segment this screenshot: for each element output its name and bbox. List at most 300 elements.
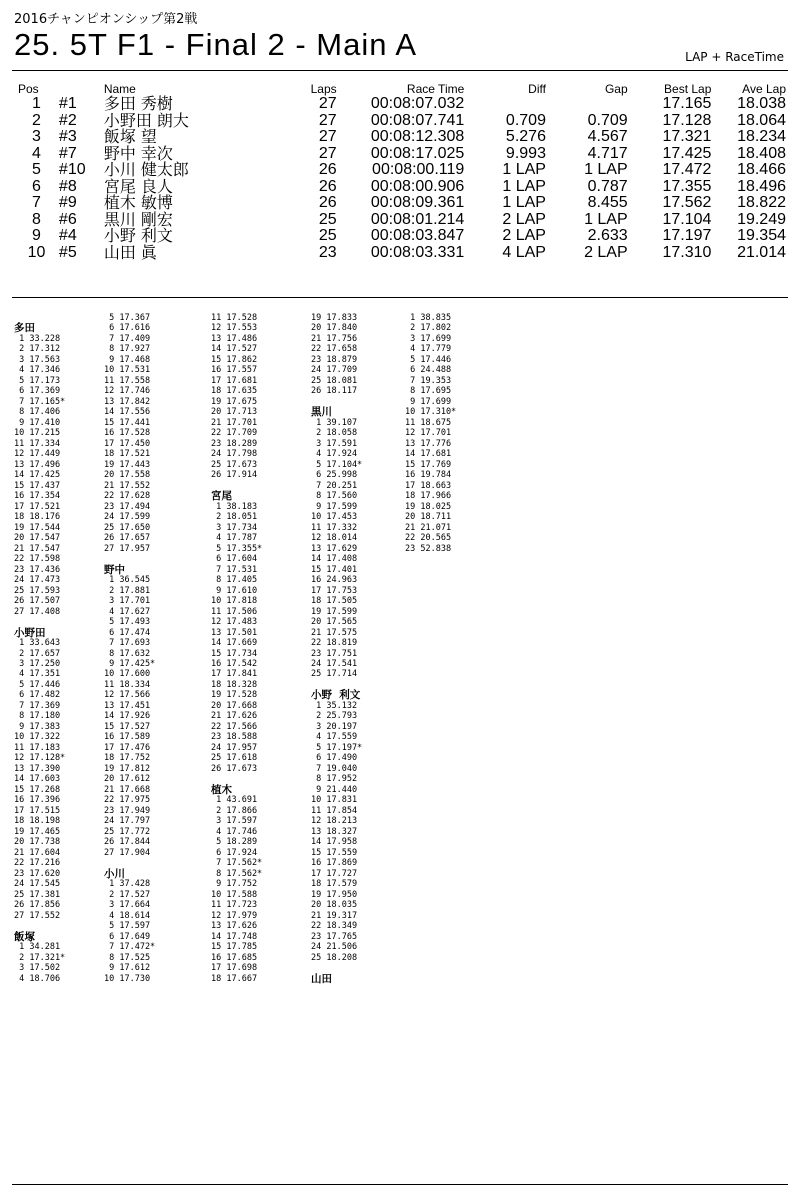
- lap-time-entry: 26 17.657: [104, 533, 151, 544]
- results-cell-pos: 5: [32, 161, 41, 179]
- lap-time-entry: 5 17.446: [405, 354, 452, 365]
- lap-time-entry: 19 17.833: [311, 313, 358, 323]
- col-diff: Diff: [528, 82, 546, 96]
- col-name: Name: [103, 82, 136, 96]
- lap-time-entry: 25 18.208: [311, 952, 358, 963]
- results-cell-diff: 1 LAP: [502, 161, 546, 179]
- lap-time-entry: 6 17.649: [104, 931, 151, 942]
- results-cell-ave: 18.466: [737, 161, 786, 179]
- results-cell-pos: 10: [27, 243, 46, 261]
- results-cell-diff: 0.709: [505, 111, 546, 129]
- lap-time-entry: 8 17.405: [211, 575, 258, 586]
- lap-column: [14, 313, 65, 984]
- driver-lap-heading: 小川: [104, 867, 125, 880]
- lap-time-entry: 11 18.334: [104, 679, 151, 690]
- results-cell-time: 00:08:09.361: [370, 194, 465, 212]
- lap-time-entry: 24 17.473: [14, 575, 61, 586]
- lap-time-entry: 11 18.675: [405, 417, 452, 428]
- lap-time-entry: 3 17.502: [14, 963, 61, 974]
- lap-time-entry: 25 17.772: [104, 826, 151, 837]
- lap-time-entry: 21 17.668: [104, 784, 151, 795]
- lap-time-entry: 13 17.390: [14, 763, 61, 774]
- lap-time-entry: 10 17.831: [311, 795, 358, 806]
- lap-time-entry: 14 17.425: [14, 470, 61, 481]
- lap-time-entry: 4 18.706: [14, 973, 61, 984]
- lap-time-entry: 11 17.332: [311, 522, 358, 533]
- lap-time-entry: 18 17.966: [405, 491, 452, 502]
- lap-time-entry: 23 17.751: [311, 648, 358, 659]
- lap-time-entry: 21 21.071: [405, 522, 452, 533]
- lap-time-entry: 8 17.952: [311, 774, 358, 785]
- lap-time-entry: 20 17.713: [211, 407, 258, 418]
- lap-time-entry: 13 17.501: [211, 627, 258, 638]
- col-gap: Gap: [604, 82, 628, 96]
- lap-time-entry: 15 17.862: [211, 354, 258, 365]
- lap-time-entry: 7 17.369: [14, 700, 61, 711]
- lap-time-entry: 23 18.588: [211, 732, 258, 743]
- lap-time-entry: 24 17.541: [311, 658, 358, 669]
- results-cell-name: 野中 幸次: [103, 143, 173, 163]
- lap-time-entry: 10 17.310*: [405, 407, 457, 418]
- driver-lap-heading: 野中: [104, 563, 125, 576]
- lap-time-entry: 18 17.579: [311, 879, 358, 890]
- lap-time-entry: 17 17.681: [211, 375, 258, 386]
- lap-column: [311, 313, 362, 984]
- results-cell-name: 山田 眞: [103, 242, 157, 262]
- lap-time-entry: 6 17.482: [14, 690, 61, 701]
- lap-time-entry: 21 17.701: [211, 417, 258, 428]
- results-cell-laps: 26: [318, 194, 337, 212]
- lap-time-entry: 15 17.437: [14, 480, 61, 491]
- lap-time-entry: 6 25.998: [311, 470, 358, 481]
- results-cell-pos: 4: [32, 144, 41, 162]
- lap-time-entry: 22 17.598: [14, 554, 61, 565]
- lap-time-entry: 8 17.525: [104, 952, 151, 963]
- lap-time-entry: 3 20.197: [311, 721, 358, 732]
- lap-time-entry: 4 17.746: [211, 826, 258, 837]
- driver-lap-heading: 小野 利文: [311, 689, 361, 702]
- col-no: [59, 82, 104, 96]
- lap-time-entry: 18 17.521: [104, 449, 151, 460]
- col-pos: Pos: [18, 82, 39, 96]
- lap-time-entry: 19 17.950: [311, 889, 358, 900]
- lap-time-entry: 11 17.506: [211, 606, 258, 617]
- lap-time-entry: 10 17.818: [211, 596, 258, 607]
- lap-time-entry: 12 17.979: [211, 910, 258, 921]
- lap-time-entry: 1 36.545: [104, 575, 151, 586]
- lap-time-entry: 17 17.698: [211, 963, 258, 974]
- lap-time-entry: 17 17.476: [104, 742, 151, 753]
- lap-time-entry: 21 17.575: [311, 627, 358, 638]
- lap-time-entry: 5 17.446: [14, 679, 61, 690]
- lap-time-entry: 19 17.599: [311, 606, 358, 617]
- lap-time-entry: 18 18.198: [14, 816, 61, 827]
- results-cell-gap: [546, 96, 628, 113]
- results-cell-laps: 25: [318, 210, 337, 228]
- lap-time-entry: 1 33.643: [14, 638, 61, 649]
- results-table: [14, 82, 786, 261]
- lap-time-entry: 2 17.881: [104, 585, 151, 596]
- lap-time-entry: 9 17.383: [14, 721, 61, 732]
- lap-time-entry: 11 17.334: [14, 438, 61, 449]
- lap-time-entry: 13 17.451: [104, 700, 151, 711]
- lap-time-entry: 21 17.552: [104, 480, 151, 491]
- results-cell-laps: 23: [318, 243, 337, 261]
- lap-time-entry: 27 17.904: [104, 847, 151, 858]
- lap-time-entry: 11 17.558: [104, 375, 151, 386]
- lap-time-entry: 17 17.841: [211, 669, 258, 680]
- col-racetime: Race Time: [406, 82, 465, 96]
- lap-time-entry: 5 17.493: [104, 617, 151, 628]
- lap-time-entry: 19 17.465: [14, 826, 61, 837]
- results-row: [14, 245, 786, 262]
- results-cell-no: #3: [58, 128, 77, 146]
- lap-time-entry: 7 17.409: [104, 333, 151, 344]
- lap-time-entry: 13 17.776: [405, 438, 452, 449]
- lap-time-entry: 8 17.406: [14, 407, 61, 418]
- lap-time-entry: 11 17.183: [14, 742, 61, 753]
- lap-time-entry: 10 17.730: [104, 973, 151, 984]
- lap-time-entry: 12 17.483: [211, 617, 258, 628]
- lap-time-entry: 3 17.597: [211, 816, 258, 827]
- results-cell-gap: 2 LAP: [584, 243, 628, 261]
- results-cell-laps: 27: [318, 144, 337, 162]
- lap-time-entry: 25 17.593: [14, 585, 61, 596]
- results-cell-best: 17.197: [662, 227, 712, 245]
- col-bestlap: Best Lap: [664, 82, 712, 96]
- results-cell-pos: 9: [32, 227, 41, 245]
- lap-time-entry: 23 17.436: [14, 564, 61, 575]
- lap-time-entry: 19 17.443: [104, 459, 151, 470]
- lap-time-entry: 12 18.014: [311, 533, 358, 544]
- lap-time-entry: 25 17.381: [14, 889, 61, 900]
- results-cell-best: 17.472: [662, 161, 712, 179]
- lap-time-entry: 25 17.714: [311, 669, 358, 680]
- results-cell-time: 00:08:03.847: [370, 227, 465, 245]
- lap-time-entry: 23 17.765: [311, 931, 358, 942]
- lap-time-entry: 16 17.396: [14, 795, 61, 806]
- lap-time-entry: 2 17.527: [104, 889, 151, 900]
- lap-time-entry: 4 18.614: [104, 910, 151, 921]
- results-cell-laps: 26: [318, 177, 337, 195]
- lap-time-entry: 19 18.025: [405, 501, 452, 512]
- lap-time-entry: 17 17.515: [14, 805, 61, 816]
- lap-time-entry: 12 17.449: [14, 449, 61, 460]
- lap-time-entry: 9 17.410: [14, 417, 61, 428]
- lap-time-entry: 7 19.040: [311, 763, 358, 774]
- results-cell-best: 17.310: [662, 243, 712, 261]
- lap-time-entry: 19 17.812: [104, 763, 151, 774]
- lap-time-entry: 26 17.844: [104, 837, 151, 848]
- lap-time-entry: 26 17.507: [14, 596, 61, 607]
- page-title: 25. 5T F1 - Final 2 - Main A: [14, 27, 418, 62]
- results-cell-time: 00:08:01.214: [370, 210, 465, 228]
- lap-time-entry: 9 17.468: [104, 354, 151, 365]
- lap-time-entry: 15 17.401: [311, 564, 358, 575]
- results-cell-best: 17.355: [662, 177, 712, 195]
- lap-time-entry: 22 20.565: [405, 533, 452, 544]
- lap-time-entry: 18 18.328: [211, 679, 258, 690]
- results-cell-diff: 5.276: [505, 128, 546, 146]
- lap-time-entry: 21 17.547: [14, 543, 61, 554]
- lap-column: [211, 313, 262, 984]
- results-cell-ave: 19.249: [737, 210, 786, 228]
- lap-time-entry: 8 17.927: [104, 344, 151, 355]
- results-cell-diff: 2 LAP: [502, 227, 546, 245]
- lap-time-entry: 2 17.866: [211, 805, 258, 816]
- lap-time-entry: 12 17.746: [104, 386, 151, 397]
- lap-time-entry: 1 39.107: [311, 417, 358, 428]
- lap-time-entry: 24 17.599: [104, 512, 151, 523]
- lap-time-entry: 12 17.128*: [14, 753, 66, 764]
- lap-time-entry: 4 17.787: [211, 533, 258, 544]
- lap-time-entry: 6 17.474: [104, 627, 151, 638]
- lap-time-entry: 17 17.727: [311, 868, 358, 879]
- results-cell-no: #1: [58, 95, 77, 113]
- results-cell-ave: 18.408: [737, 144, 786, 162]
- lap-column: [405, 313, 456, 554]
- lap-time-entry: 19 17.544: [14, 522, 61, 533]
- lap-time-entry: 2 17.657: [14, 648, 61, 659]
- lap-time-entry: 10 17.322: [14, 732, 61, 743]
- driver-lap-heading: 小野田: [14, 626, 46, 639]
- results-cell-ave: 18.234: [737, 128, 786, 146]
- lap-time-entry: 1 34.281: [14, 942, 61, 953]
- results-cell-gap: 4.717: [587, 144, 628, 162]
- lap-time-entry: 17 17.753: [311, 585, 358, 596]
- results-cell-name: 植木 敏博: [103, 193, 173, 213]
- driver-lap-heading: 宮尾: [211, 490, 232, 503]
- lap-time-entry: 4 17.559: [311, 732, 358, 743]
- results-cell-pos: 1: [32, 95, 41, 113]
- lap-time-entry: 2 17.312: [14, 344, 61, 355]
- lap-time-entry: 20 18.711: [405, 512, 452, 523]
- lap-time-entry: 26 17.673: [211, 763, 258, 774]
- lap-time-entry: 25 17.618: [211, 753, 258, 764]
- results-cell-pos: 6: [32, 177, 41, 195]
- lap-time-entry: 2 25.793: [311, 711, 358, 722]
- bottom-rule: [12, 1184, 788, 1185]
- lap-time-entry: 23 17.620: [14, 868, 61, 879]
- lap-time-entry: 1 33.228: [14, 333, 61, 344]
- results-cell-diff: 4 LAP: [502, 243, 546, 261]
- lap-time-entry: 9 17.425*: [104, 658, 156, 669]
- lap-time-entry: 17 17.450: [104, 438, 151, 449]
- lap-time-entry: 1 38.835: [405, 313, 452, 323]
- results-cell-no: #7: [58, 144, 77, 162]
- lap-time-entry: 15 17.769: [405, 459, 452, 470]
- lap-time-entry: 6 17.616: [104, 323, 151, 334]
- lap-time-entry: 24 21.506: [311, 942, 358, 953]
- results-cell-name: 小野田 朗大: [103, 110, 189, 130]
- lap-time-entry: 10 17.453: [311, 512, 358, 523]
- lap-time-entry: 5 17.104*: [311, 459, 363, 470]
- lap-time-entry: 22 17.709: [211, 428, 258, 439]
- lap-time-entry: 27 17.957: [104, 543, 151, 554]
- lap-time-entry: 4 17.779: [405, 344, 452, 355]
- lap-time-entry: 9 17.599: [311, 501, 358, 512]
- driver-lap-heading: 飯塚: [14, 930, 35, 943]
- results-cell-name: 宮尾 良人: [103, 176, 173, 196]
- lap-time-entry: 12 17.566: [104, 690, 151, 701]
- lap-time-entry: 9 17.610: [211, 585, 258, 596]
- lap-time-entry: 21 17.626: [211, 711, 258, 722]
- lap-time-entry: 25 18.081: [311, 375, 358, 386]
- driver-lap-heading: 山田: [311, 972, 332, 985]
- lap-time-entry: 16 17.869: [311, 858, 358, 869]
- lap-time-entry: [14, 617, 65, 627]
- results-cell-ave: 18.822: [737, 194, 786, 212]
- lap-time-entry: 15 17.441: [104, 417, 151, 428]
- lap-time-entry: 7 20.251: [311, 480, 358, 491]
- results-cell-laps: 27: [318, 128, 337, 146]
- lap-time-entry: 13 17.629: [311, 543, 358, 554]
- lap-time-entry: 5 17.597: [104, 921, 151, 932]
- lap-time-entry: 24 17.797: [104, 816, 151, 827]
- lap-time-entry: 24 17.798: [211, 449, 258, 460]
- lap-time-entry: 12 17.701: [405, 428, 452, 439]
- lap-time-entry: 10 17.600: [104, 669, 151, 680]
- lap-time-entry: 7 17.531: [211, 564, 258, 575]
- lap-time-entry: 7 17.693: [104, 638, 151, 649]
- lap-time-entry: 13 18.327: [311, 826, 358, 837]
- lap-time-entry: 12 17.553: [211, 323, 258, 334]
- results-cell-time: 00:08:03.331: [370, 243, 465, 261]
- results-cell-no: #9: [58, 194, 77, 212]
- results-cell-gap: 1 LAP: [584, 210, 628, 228]
- results-cell-laps: 25: [318, 227, 337, 245]
- lap-time-entry: 3 17.701: [104, 596, 151, 607]
- lap-time-entry: 8 17.560: [311, 491, 358, 502]
- lap-time-entry: 16 17.354: [14, 491, 61, 502]
- lap-time-entry: 13 17.842: [104, 396, 151, 407]
- lap-time-entry: 13 17.626: [211, 921, 258, 932]
- results-cell-no: #2: [58, 111, 77, 129]
- lap-time-entry: 4 17.924: [311, 449, 358, 460]
- lap-time-entry: 26 17.856: [14, 900, 61, 911]
- results-cell-no: #8: [58, 177, 77, 195]
- lap-time-entry: 1 43.691: [211, 795, 258, 806]
- results-cell-ave: 18.064: [737, 111, 786, 129]
- lap-time-entry: 15 17.734: [211, 648, 258, 659]
- lap-time-entry: 15 17.559: [311, 847, 358, 858]
- lap-time-entry: 7 19.353: [405, 375, 452, 386]
- lap-time-entry: 22 18.819: [311, 638, 358, 649]
- lap-time-entry: 14 17.527: [211, 344, 258, 355]
- results-cell-no: #6: [58, 210, 77, 228]
- results-cell-name: 飯塚 望: [103, 127, 157, 147]
- lap-time-entry: 3 17.250: [14, 658, 61, 669]
- lap-time-entry: 23 18.289: [211, 438, 258, 449]
- lap-time-entry: 20 17.565: [311, 617, 358, 628]
- lap-time-entry: 10 17.531: [104, 365, 151, 376]
- lap-time-entry: 20 17.840: [311, 323, 358, 334]
- lap-time-entry: 21 19.317: [311, 910, 358, 921]
- lap-time-entry: 4 17.627: [104, 606, 151, 617]
- results-cell-time: 00:08:07.741: [370, 111, 465, 129]
- lap-time-entry: 20 17.612: [104, 774, 151, 785]
- lap-time-entry: 15 17.268: [14, 784, 61, 795]
- lap-time-entry: 18 17.635: [211, 386, 258, 397]
- lap-time-entry: 16 17.589: [104, 732, 151, 743]
- lap-time-entry: 23 52.838: [405, 543, 452, 554]
- lap-time-entry: 1 37.428: [104, 879, 151, 890]
- lap-time-entry: 24 17.957: [211, 742, 258, 753]
- results-cell-best: 17.321: [662, 128, 712, 146]
- results-cell-laps: 27: [318, 95, 337, 113]
- results-cell-pos: 3: [32, 128, 41, 146]
- results-cell-best: 17.104: [662, 210, 712, 228]
- lap-time-entry: 2 17.321*: [14, 952, 66, 963]
- lap-time-entry: 18 18.176: [14, 512, 61, 523]
- lap-time-entry: 18 17.505: [311, 596, 358, 607]
- lap-time-entry: 14 17.748: [211, 931, 258, 942]
- lap-time-entry: 6 24.488: [405, 365, 452, 376]
- lap-time-entry: 12 18.213: [311, 816, 358, 827]
- results-cell-gap: 0.787: [587, 177, 628, 195]
- results-cell-name: 小川 健太郎: [103, 160, 189, 180]
- lap-time-entry: 20 17.558: [104, 470, 151, 481]
- lap-time-entry: 2 18.051: [211, 512, 258, 523]
- lap-time-entry: 2 18.058: [311, 428, 358, 439]
- results-cell-best: 17.562: [662, 194, 712, 212]
- lap-time-entry: 22 17.566: [211, 721, 258, 732]
- results-cell-diff: 2 LAP: [502, 210, 546, 228]
- lap-time-entry: 5 18.289: [211, 837, 258, 848]
- top-rule: [12, 70, 788, 71]
- lap-time-entry: 22 17.628: [104, 491, 151, 502]
- lap-time-entry: 7 17.472*: [104, 942, 156, 953]
- lap-time-entry: 3 17.591: [311, 438, 358, 449]
- lap-time-entry: 14 17.556: [104, 407, 151, 418]
- lap-time-entry: 4 17.351: [14, 669, 61, 680]
- lap-time-entry: 10 17.215: [14, 428, 61, 439]
- lap-time-entry: 3 17.664: [104, 900, 151, 911]
- results-cell-ave: 18.038: [737, 95, 786, 113]
- lap-time-entry: 13 17.496: [14, 459, 61, 470]
- lap-time-entry: 22 17.975: [104, 795, 151, 806]
- lap-time-entry: 1 38.183: [211, 501, 258, 512]
- lap-time-entry: 8 17.562*: [211, 868, 263, 879]
- lap-time-entry: 23 18.879: [311, 354, 358, 365]
- results-cell-laps: 27: [318, 111, 337, 129]
- results-cell-time: 00:08:12.308: [370, 128, 465, 146]
- results-cell-ave: 21.014: [737, 243, 786, 261]
- lap-time-entry: 26 18.117: [311, 386, 358, 397]
- lap-time-entry: 20 17.547: [14, 533, 61, 544]
- results-cell-diff: 9.993: [505, 144, 546, 162]
- lap-time-entry: 6 17.604: [211, 554, 258, 565]
- results-cell-gap: 2.633: [587, 227, 628, 245]
- lap-time-entry: 3 17.699: [405, 333, 452, 344]
- lap-time-entry: 9 17.699: [405, 396, 452, 407]
- lap-time-entry: 24 17.545: [14, 879, 61, 890]
- results-cell-name: 小野 利文: [103, 226, 173, 246]
- lap-time-entry: 9 17.752: [211, 879, 258, 890]
- lap-time-entry: 20 18.035: [311, 900, 358, 911]
- results-cell-name: 黒川 剛宏: [103, 209, 173, 229]
- lap-time-entry: 6 17.369: [14, 386, 61, 397]
- lap-time-entry: 18 17.667: [211, 973, 258, 984]
- lap-time-entry: 6 17.924: [211, 847, 258, 858]
- results-cell-diff: [464, 96, 546, 113]
- lap-time-entry: 11 17.528: [211, 313, 258, 323]
- lap-time-entry: 23 17.494: [104, 501, 151, 512]
- results-cell-gap: 4.567: [587, 128, 628, 146]
- lap-time-entry: 25 17.673: [211, 459, 258, 470]
- lap-time-entry: 14 17.603: [14, 774, 61, 785]
- lap-time-entry: [311, 963, 362, 973]
